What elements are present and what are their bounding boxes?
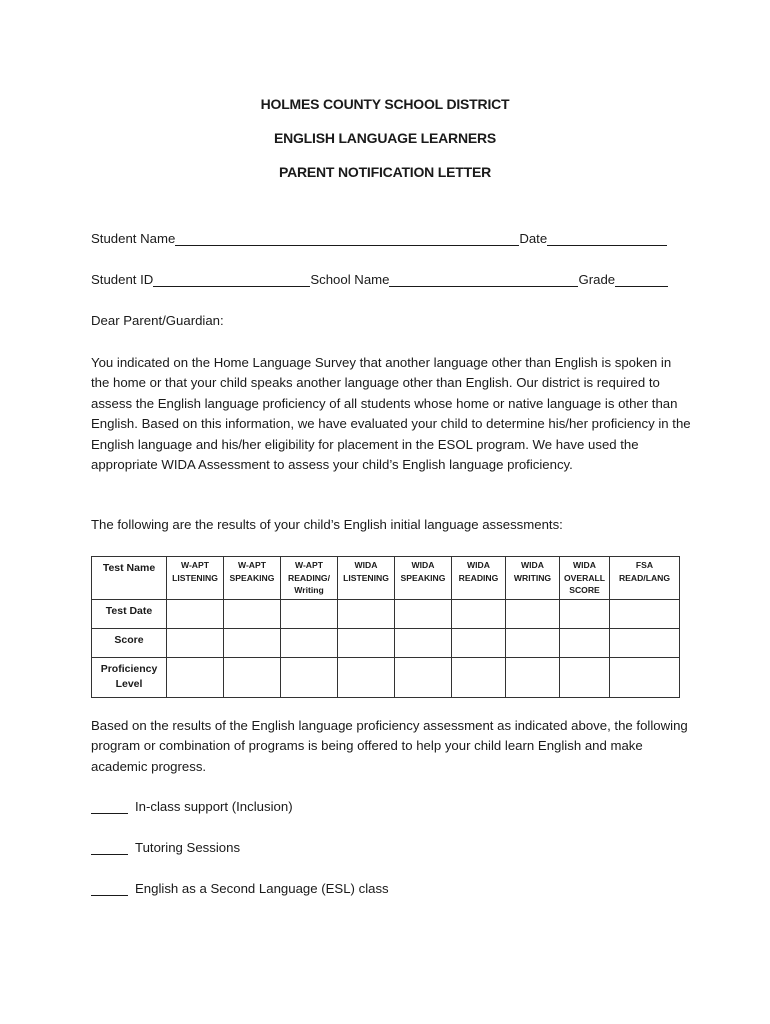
table-cell[interactable] [167,628,224,657]
table-cell[interactable] [281,628,338,657]
school-name-blank[interactable] [389,273,578,287]
table-cell[interactable] [167,657,224,697]
option-checkbox-blank[interactable] [91,841,128,855]
table-cell[interactable] [224,657,281,697]
column-header: WIDA READING [452,557,506,600]
table-cell[interactable] [395,628,452,657]
program-option [91,881,389,896]
greeting: Dear Parent/Guardian: [91,313,224,328]
table-cell[interactable] [224,628,281,657]
column-header: FSA READ/LANG [610,557,680,600]
table-cell[interactable] [338,628,395,657]
letter-title: PARENT NOTIFICATION LETTER [278,164,492,180]
student-name-blank[interactable] [175,232,519,246]
results-table [91,556,680,698]
table-cell[interactable] [167,599,224,628]
program-heading: ENGLISH LANGUAGE LEARNERS [273,130,497,146]
table-row [92,657,680,697]
table-cell[interactable] [560,657,610,697]
student-name-label: Student Name [91,231,176,246]
option-label: In-class support (Inclusion) [135,799,293,814]
grade-label: Grade [578,272,616,287]
date-label: Date [519,231,548,246]
student-id-label: Student ID [91,272,154,287]
student-id-blank[interactable] [153,273,310,287]
school-name-label: School Name [310,272,390,287]
row-header-proficiency-level: Proficiency Level [92,657,167,697]
table-cell[interactable] [506,599,560,628]
table-row [92,599,680,628]
program-option [91,840,240,855]
table-cell[interactable] [452,657,506,697]
column-header: W-APT SPEAKING [224,557,281,600]
grade-blank[interactable] [615,273,668,287]
district-heading: HOLMES COUNTY SCHOOL DISTRICT [260,96,510,112]
table-cell[interactable] [610,657,680,697]
results-intro: The following are the results of your child’s English initial language assessments: [91,517,563,532]
option-label: English as a Second Language (ESL) class [135,881,389,896]
program-paragraph: Based on the results of the English language proficiency assessment as indicated above, the following program or combination of programs is being offered to help your child learn English and make academic progress. [91,718,688,774]
table-cell[interactable] [506,628,560,657]
row-header-test-date: Test Date [92,599,167,628]
table-header-row [92,557,680,600]
table-cell[interactable] [560,599,610,628]
row-header-score: Score [92,628,167,657]
table-cell[interactable] [338,599,395,628]
date-blank[interactable] [547,232,667,246]
table-cell[interactable] [610,599,680,628]
option-checkbox-blank[interactable] [91,882,128,896]
table-cell[interactable] [395,599,452,628]
column-header: WIDA LISTENING [338,557,395,600]
table-cell[interactable] [452,599,506,628]
table-cell[interactable] [395,657,452,697]
column-header: WIDA SPEAKING [395,557,452,600]
column-header: W-APT LISTENING [167,557,224,600]
column-header: W-APT READING/ Writing [281,557,338,600]
table-row [92,628,680,657]
test-name-header: Test Name [92,557,167,600]
option-label: Tutoring Sessions [135,840,241,855]
column-header: WIDA WRITING [506,557,560,600]
table-cell[interactable] [338,657,395,697]
option-checkbox-blank[interactable] [91,800,128,814]
table-cell[interactable] [224,599,281,628]
table-cell[interactable] [452,628,506,657]
table-cell[interactable] [281,599,338,628]
student-id-row [91,272,668,287]
program-option [91,799,293,814]
intro-paragraph: You indicated on the Home Language Survey that another language other than English is spoken in the home or that your child speaks another language other than English. Our district is required to assess the English language proficiency of all students whose home or native language is other than English. Based on this information, we have evaluated your child to determine his/her proficiency in the English language and his/her eligibility for placement in the ESOL program. We have used the appropriate WIDA Assessment to assess your child’s English language proficiency. [91,355,691,473]
table-cell[interactable] [610,628,680,657]
table-cell[interactable] [281,657,338,697]
student-name-row [91,231,667,246]
column-header: WIDA OVERALL SCORE [560,557,610,600]
table-cell[interactable] [560,628,610,657]
table-cell[interactable] [506,657,560,697]
